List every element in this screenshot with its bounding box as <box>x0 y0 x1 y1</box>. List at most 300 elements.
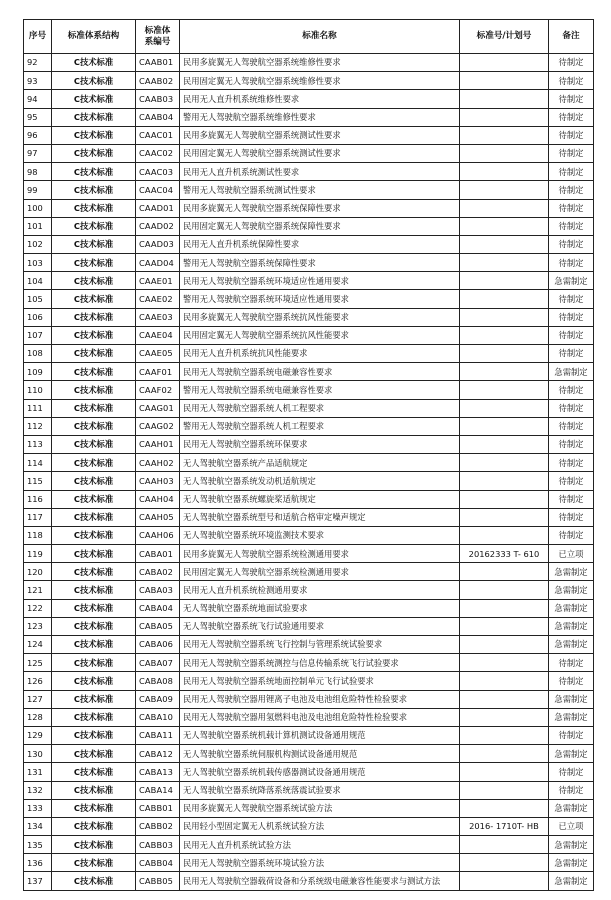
cell-name: 民用无人驾驶航空器系统人机工程要求 <box>180 399 460 417</box>
cell-plan <box>460 217 549 235</box>
cell-plan <box>460 72 549 90</box>
cell-seq: 100 <box>24 199 52 217</box>
cell-name: 民用固定翼无人驾驶航空器系统维修性要求 <box>180 72 460 90</box>
cell-seq: 118 <box>24 526 52 544</box>
cell-name: 无人驾驶航空器系统型号和适航合格审定噪声规定 <box>180 508 460 526</box>
cell-name: 警用无人驾驶航空器系统人机工程要求 <box>180 417 460 435</box>
cell-seq: 136 <box>24 854 52 872</box>
cell-note: 待制定 <box>549 54 594 72</box>
cell-seq: 99 <box>24 181 52 199</box>
cell-seq: 107 <box>24 326 52 344</box>
cell-note: 待制定 <box>549 763 594 781</box>
cell-note: 待制定 <box>549 126 594 144</box>
cell-struct: C技术标准 <box>52 72 136 90</box>
cell-struct: C技术标准 <box>52 126 136 144</box>
cell-struct: C技术标准 <box>52 508 136 526</box>
standards-table <box>23 19 594 891</box>
cell-note: 待制定 <box>549 435 594 453</box>
cell-note: 急需制定 <box>549 708 594 726</box>
cell-code: CABB05 <box>136 872 180 890</box>
cell-code: CAAH05 <box>136 508 180 526</box>
cell-seq: 93 <box>24 72 52 90</box>
cell-name: 无人驾驶航空器系统地面试验要求 <box>180 599 460 617</box>
table-row <box>24 472 594 490</box>
cell-code: CABA09 <box>136 690 180 708</box>
cell-struct: C技术标准 <box>52 454 136 472</box>
cell-plan <box>460 417 549 435</box>
cell-seq: 130 <box>24 745 52 763</box>
cell-plan <box>460 308 549 326</box>
cell-name: 无人驾驶航空器系统机载传感器测试设备通用规范 <box>180 763 460 781</box>
cell-seq: 127 <box>24 690 52 708</box>
cell-struct: C技术标准 <box>52 563 136 581</box>
cell-name: 无人驾驶航空器系统发动机适航规定 <box>180 472 460 490</box>
table-row <box>24 490 594 508</box>
cell-struct: C技术标准 <box>52 781 136 799</box>
cell-seq: 101 <box>24 217 52 235</box>
table-row <box>24 54 594 72</box>
cell-seq: 104 <box>24 272 52 290</box>
cell-name: 民用多旋翼无人驾驶航空器系统维修性要求 <box>180 54 460 72</box>
cell-name: 无人驾驶航空器系统产品适航规定 <box>180 454 460 472</box>
cell-note: 待制定 <box>549 181 594 199</box>
cell-name: 警用无人驾驶航空器系统电磁兼容性要求 <box>180 381 460 399</box>
table-row <box>24 308 594 326</box>
cell-struct: C技术标准 <box>52 217 136 235</box>
cell-code: CABA04 <box>136 599 180 617</box>
cell-struct: C技术标准 <box>52 144 136 162</box>
cell-note: 待制定 <box>549 726 594 744</box>
cell-name: 民用无人驾驶航空器系统飞行控制与管理系统试验要求 <box>180 636 460 654</box>
table-row <box>24 745 594 763</box>
cell-code: CAAC01 <box>136 126 180 144</box>
cell-plan <box>460 836 549 854</box>
cell-seq: 106 <box>24 308 52 326</box>
cell-note: 急需制定 <box>549 563 594 581</box>
cell-struct: C技术标准 <box>52 654 136 672</box>
table-body <box>24 54 594 891</box>
cell-note: 待制定 <box>549 308 594 326</box>
cell-plan <box>460 126 549 144</box>
cell-seq: 135 <box>24 836 52 854</box>
table-row <box>24 345 594 363</box>
table-row <box>24 781 594 799</box>
cell-seq: 123 <box>24 617 52 635</box>
cell-note: 待制定 <box>549 490 594 508</box>
cell-name: 民用多旋翼无人驾驶航空器系统保障性要求 <box>180 199 460 217</box>
cell-note: 待制定 <box>549 381 594 399</box>
cell-name: 民用无人直升机系统抗风性能要求 <box>180 345 460 363</box>
cell-note: 急需制定 <box>549 636 594 654</box>
cell-name: 民用固定翼无人驾驶航空器系统保障性要求 <box>180 217 460 235</box>
cell-code: CAAB01 <box>136 54 180 72</box>
cell-code: CAAD04 <box>136 254 180 272</box>
cell-struct: C技术标准 <box>52 599 136 617</box>
cell-seq: 133 <box>24 799 52 817</box>
cell-plan <box>460 581 549 599</box>
table-row <box>24 654 594 672</box>
cell-seq: 122 <box>24 599 52 617</box>
table-row <box>24 563 594 581</box>
cell-name: 民用无人直升机系统维修性要求 <box>180 90 460 108</box>
cell-plan <box>460 326 549 344</box>
cell-code: CAAD01 <box>136 199 180 217</box>
cell-note: 待制定 <box>549 90 594 108</box>
cell-seq: 128 <box>24 708 52 726</box>
cell-struct: C技术标准 <box>52 836 136 854</box>
cell-note: 待制定 <box>549 72 594 90</box>
cell-plan <box>460 235 549 253</box>
cell-note: 待制定 <box>549 108 594 126</box>
table-row <box>24 126 594 144</box>
cell-seq: 109 <box>24 363 52 381</box>
cell-name: 民用多旋翼无人驾驶航空器系统检测通用要求 <box>180 545 460 563</box>
cell-note: 待制定 <box>549 672 594 690</box>
cell-name: 民用无人驾驶航空器系统地面控制单元飞行试验要求 <box>180 672 460 690</box>
header-plan: 标准号/计划号 <box>460 20 549 54</box>
cell-plan <box>460 563 549 581</box>
cell-plan <box>460 363 549 381</box>
table-row <box>24 144 594 162</box>
cell-name: 无人驾驶航空器系统降落系统落震试验要求 <box>180 781 460 799</box>
cell-plan <box>460 345 549 363</box>
cell-plan <box>460 490 549 508</box>
table-row <box>24 272 594 290</box>
cell-name: 无人驾驶航空器系统机载计算机测试设备通用规范 <box>180 726 460 744</box>
cell-plan <box>460 781 549 799</box>
cell-struct: C技术标准 <box>52 854 136 872</box>
table-row <box>24 399 594 417</box>
cell-struct: C技术标准 <box>52 490 136 508</box>
cell-code: CAAC04 <box>136 181 180 199</box>
cell-struct: C技术标准 <box>52 417 136 435</box>
cell-name: 民用无人驾驶航空器系统环保要求 <box>180 435 460 453</box>
cell-name: 民用多旋翼无人驾驶航空器系统测试性要求 <box>180 126 460 144</box>
table-row <box>24 854 594 872</box>
cell-note: 待制定 <box>549 144 594 162</box>
table-row <box>24 199 594 217</box>
cell-note: 待制定 <box>549 472 594 490</box>
cell-note: 待制定 <box>549 454 594 472</box>
cell-name: 警用无人驾驶航空器系统测试性要求 <box>180 181 460 199</box>
cell-name: 民用无人驾驶航空器系统电磁兼容性要求 <box>180 363 460 381</box>
cell-code: CAAH01 <box>136 435 180 453</box>
header-name: 标准名称 <box>180 20 460 54</box>
cell-note: 已立项 <box>549 817 594 835</box>
cell-code: CAAH02 <box>136 454 180 472</box>
cell-note: 急需制定 <box>549 581 594 599</box>
cell-struct: C技术标准 <box>52 526 136 544</box>
cell-seq: 92 <box>24 54 52 72</box>
cell-seq: 94 <box>24 90 52 108</box>
cell-code: CAAC02 <box>136 144 180 162</box>
cell-note: 急需制定 <box>549 836 594 854</box>
cell-seq: 117 <box>24 508 52 526</box>
cell-seq: 95 <box>24 108 52 126</box>
cell-name: 民用固定翼无人驾驶航空器系统测试性要求 <box>180 144 460 162</box>
cell-struct: C技术标准 <box>52 90 136 108</box>
cell-struct: C技术标准 <box>52 399 136 417</box>
table-row <box>24 726 594 744</box>
cell-name: 民用固定翼无人驾驶航空器系统抗风性能要求 <box>180 326 460 344</box>
table-row <box>24 90 594 108</box>
table-header <box>24 20 594 54</box>
cell-code: CABA14 <box>136 781 180 799</box>
cell-name: 民用轻小型固定翼无人机系统试验方法 <box>180 817 460 835</box>
cell-name: 民用无人驾驶航空器用氢燃料电池及电池组危险特性检验要求 <box>180 708 460 726</box>
cell-code: CAAH06 <box>136 526 180 544</box>
header-code <box>136 20 180 54</box>
header-code-line2: 系编号 <box>144 36 171 47</box>
cell-plan <box>460 799 549 817</box>
cell-code: CAAF02 <box>136 381 180 399</box>
cell-struct: C技术标准 <box>52 636 136 654</box>
cell-struct: C技术标准 <box>52 672 136 690</box>
table-row <box>24 545 594 563</box>
table-row <box>24 708 594 726</box>
table-row <box>24 526 594 544</box>
cell-note: 待制定 <box>549 508 594 526</box>
cell-seq: 110 <box>24 381 52 399</box>
cell-plan <box>460 508 549 526</box>
cell-code: CAAB04 <box>136 108 180 126</box>
cell-note: 急需制定 <box>549 272 594 290</box>
cell-code: CAAD03 <box>136 235 180 253</box>
table-row <box>24 690 594 708</box>
cell-note: 待制定 <box>549 654 594 672</box>
cell-name: 警用无人驾驶航空器系统维修性要求 <box>180 108 460 126</box>
cell-code: CAAE05 <box>136 345 180 363</box>
cell-name: 民用多旋翼无人驾驶航空器系统试验方法 <box>180 799 460 817</box>
cell-struct: C技术标准 <box>52 326 136 344</box>
cell-plan <box>460 254 549 272</box>
table-row <box>24 454 594 472</box>
cell-seq: 132 <box>24 781 52 799</box>
cell-struct: C技术标准 <box>52 290 136 308</box>
cell-seq: 131 <box>24 763 52 781</box>
cell-seq: 113 <box>24 435 52 453</box>
cell-seq: 111 <box>24 399 52 417</box>
cell-plan <box>460 763 549 781</box>
cell-struct: C技术标准 <box>52 872 136 890</box>
cell-struct: C技术标准 <box>52 345 136 363</box>
header-struct: 标准体系结构 <box>52 20 136 54</box>
cell-name: 民用无人驾驶航空器系统环境试验方法 <box>180 854 460 872</box>
table-row <box>24 872 594 890</box>
cell-plan <box>460 90 549 108</box>
cell-name: 无人驾驶航空器系统伺服机构测试设备通用规范 <box>180 745 460 763</box>
cell-name: 民用无人直升机系统试验方法 <box>180 836 460 854</box>
cell-plan <box>460 144 549 162</box>
cell-code: CABA06 <box>136 636 180 654</box>
table-row <box>24 435 594 453</box>
cell-struct: C技术标准 <box>52 817 136 835</box>
table-row <box>24 817 594 835</box>
cell-note: 急需制定 <box>549 690 594 708</box>
cell-code: CAAB03 <box>136 90 180 108</box>
cell-note: 待制定 <box>549 417 594 435</box>
cell-plan <box>460 872 549 890</box>
cell-note: 已立项 <box>549 545 594 563</box>
cell-plan <box>460 636 549 654</box>
cell-note: 待制定 <box>549 526 594 544</box>
cell-plan <box>460 454 549 472</box>
cell-code: CABA11 <box>136 726 180 744</box>
cell-struct: C技术标准 <box>52 617 136 635</box>
cell-seq: 108 <box>24 345 52 363</box>
cell-seq: 112 <box>24 417 52 435</box>
table-row <box>24 417 594 435</box>
cell-plan <box>460 745 549 763</box>
cell-code: CAAC03 <box>136 163 180 181</box>
cell-note: 待制定 <box>549 345 594 363</box>
cell-seq: 105 <box>24 290 52 308</box>
cell-code: CABA02 <box>136 563 180 581</box>
cell-struct: C技术标准 <box>52 545 136 563</box>
table-row <box>24 836 594 854</box>
cell-seq: 114 <box>24 454 52 472</box>
cell-plan: 20162333 T- 610 <box>460 545 549 563</box>
cell-plan <box>460 163 549 181</box>
cell-struct: C技术标准 <box>52 381 136 399</box>
table-row <box>24 217 594 235</box>
cell-seq: 120 <box>24 563 52 581</box>
table-row <box>24 617 594 635</box>
cell-note: 待制定 <box>549 254 594 272</box>
table-row <box>24 599 594 617</box>
cell-name: 民用无人直升机系统测试性要求 <box>180 163 460 181</box>
cell-code: CABB04 <box>136 854 180 872</box>
cell-seq: 115 <box>24 472 52 490</box>
cell-plan <box>460 108 549 126</box>
cell-plan <box>460 272 549 290</box>
cell-name: 民用多旋翼无人驾驶航空器系统抗风性能要求 <box>180 308 460 326</box>
cell-note: 急需制定 <box>549 599 594 617</box>
table-row <box>24 763 594 781</box>
cell-name: 警用无人驾驶航空器系统环境适应性通用要求 <box>180 290 460 308</box>
cell-seq: 125 <box>24 654 52 672</box>
cell-struct: C技术标准 <box>52 435 136 453</box>
cell-struct: C技术标准 <box>52 690 136 708</box>
cell-struct: C技术标准 <box>52 799 136 817</box>
cell-code: CAAH03 <box>136 472 180 490</box>
cell-code: CABB01 <box>136 799 180 817</box>
cell-plan <box>460 399 549 417</box>
cell-code: CABA07 <box>136 654 180 672</box>
cell-note: 待制定 <box>549 235 594 253</box>
cell-name: 警用无人驾驶航空器系统保障性要求 <box>180 254 460 272</box>
cell-note: 急需制定 <box>549 872 594 890</box>
cell-code: CAAG01 <box>136 399 180 417</box>
table-row <box>24 326 594 344</box>
cell-struct: C技术标准 <box>52 235 136 253</box>
cell-name: 无人驾驶航空器系统飞行试验通用要求 <box>180 617 460 635</box>
cell-struct: C技术标准 <box>52 745 136 763</box>
table-row <box>24 508 594 526</box>
cell-plan <box>460 599 549 617</box>
cell-name: 民用无人驾驶航空器系统环境适应性通用要求 <box>180 272 460 290</box>
cell-code: CABA01 <box>136 545 180 563</box>
cell-note: 待制定 <box>549 163 594 181</box>
cell-note: 急需制定 <box>549 363 594 381</box>
cell-code: CABA03 <box>136 581 180 599</box>
cell-struct: C技术标准 <box>52 181 136 199</box>
cell-struct: C技术标准 <box>52 763 136 781</box>
cell-code: CAAH04 <box>136 490 180 508</box>
table-row <box>24 181 594 199</box>
table-row <box>24 72 594 90</box>
cell-struct: C技术标准 <box>52 472 136 490</box>
cell-struct: C技术标准 <box>52 199 136 217</box>
cell-code: CAAE02 <box>136 290 180 308</box>
cell-plan <box>460 381 549 399</box>
table-row <box>24 672 594 690</box>
cell-struct: C技术标准 <box>52 254 136 272</box>
cell-code: CABA13 <box>136 763 180 781</box>
table-row <box>24 581 594 599</box>
cell-name: 民用固定翼无人驾驶航空器系统检测通用要求 <box>180 563 460 581</box>
cell-code: CABA05 <box>136 617 180 635</box>
cell-plan <box>460 854 549 872</box>
table-row <box>24 163 594 181</box>
cell-seq: 137 <box>24 872 52 890</box>
cell-struct: C技术标准 <box>52 272 136 290</box>
cell-code: CAAB02 <box>136 72 180 90</box>
cell-struct: C技术标准 <box>52 726 136 744</box>
cell-struct: C技术标准 <box>52 708 136 726</box>
cell-note: 待制定 <box>549 290 594 308</box>
table-row <box>24 636 594 654</box>
cell-code: CABA10 <box>136 708 180 726</box>
cell-note: 待制定 <box>549 781 594 799</box>
cell-plan <box>460 690 549 708</box>
cell-plan <box>460 290 549 308</box>
header-row <box>24 20 594 54</box>
cell-seq: 119 <box>24 545 52 563</box>
cell-seq: 126 <box>24 672 52 690</box>
cell-plan <box>460 672 549 690</box>
cell-note: 急需制定 <box>549 745 594 763</box>
cell-plan <box>460 435 549 453</box>
cell-name: 无人驾驶航空器系统螺旋桨适航规定 <box>180 490 460 508</box>
header-code-line1: 标准体 <box>144 25 171 36</box>
cell-name: 民用无人驾驶航空器系统测控与信息传输系统飞行试验要求 <box>180 654 460 672</box>
cell-plan <box>460 654 549 672</box>
cell-code: CAAD02 <box>136 217 180 235</box>
cell-struct: C技术标准 <box>52 308 136 326</box>
cell-note: 待制定 <box>549 217 594 235</box>
cell-seq: 96 <box>24 126 52 144</box>
cell-note: 急需制定 <box>549 799 594 817</box>
cell-note: 急需制定 <box>549 854 594 872</box>
cell-code: CABB02 <box>136 817 180 835</box>
cell-struct: C技术标准 <box>52 108 136 126</box>
cell-plan <box>460 617 549 635</box>
cell-code: CAAF01 <box>136 363 180 381</box>
cell-struct: C技术标准 <box>52 581 136 599</box>
cell-code: CAAE03 <box>136 308 180 326</box>
cell-code: CABA12 <box>136 745 180 763</box>
cell-note: 待制定 <box>549 326 594 344</box>
cell-name: 民用无人直升机系统检测通用要求 <box>180 581 460 599</box>
header-seq: 序号 <box>24 20 52 54</box>
cell-plan <box>460 472 549 490</box>
cell-seq: 102 <box>24 235 52 253</box>
table-row <box>24 254 594 272</box>
cell-plan <box>460 708 549 726</box>
cell-plan <box>460 726 549 744</box>
cell-seq: 103 <box>24 254 52 272</box>
